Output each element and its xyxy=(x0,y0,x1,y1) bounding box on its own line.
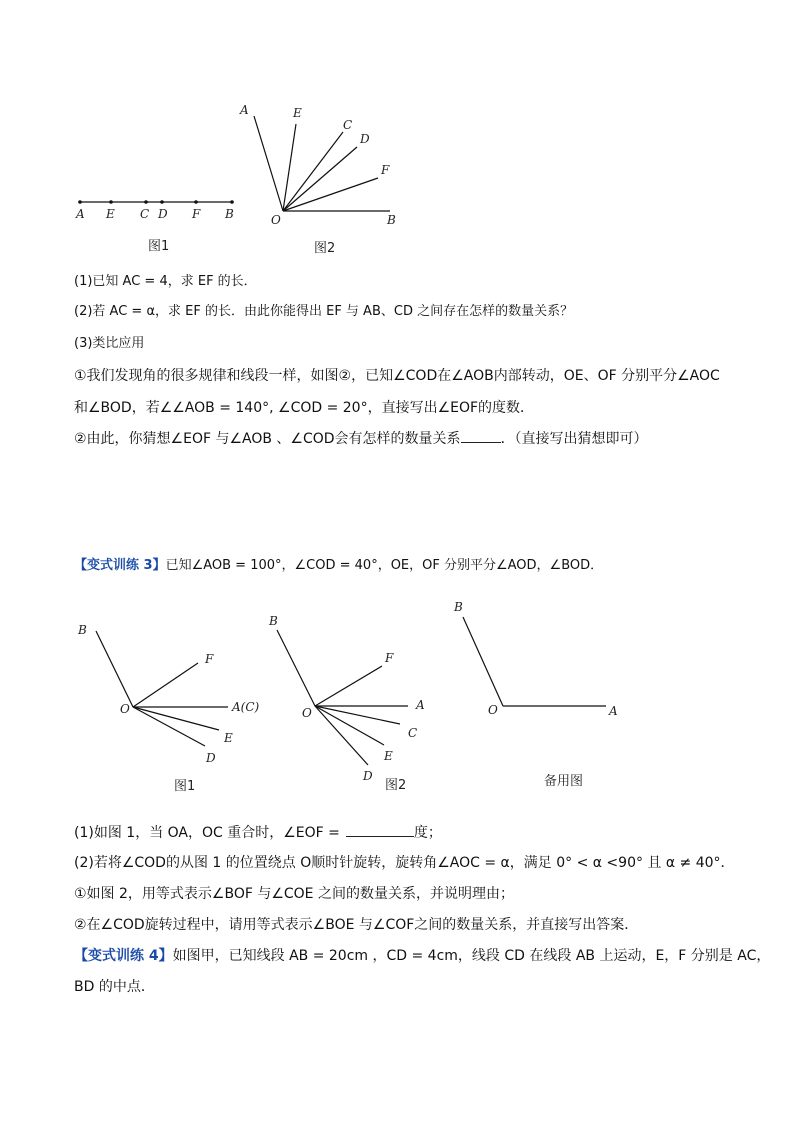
question-3-part-2-text: ②由此，你猜想∠EOF 与∠AOB 、∠COD会有怎样的数量关系 xyxy=(74,431,461,447)
vertex-label: O xyxy=(271,213,281,227)
point-label: D xyxy=(158,207,168,221)
point-label: C xyxy=(140,207,150,221)
figure-caption: 图1 xyxy=(174,779,196,794)
ray-label: B xyxy=(269,614,278,628)
ray-label: A xyxy=(240,103,249,117)
training-4-title: 【变式训练 4】 xyxy=(74,948,173,964)
vertex-label: O xyxy=(488,703,498,717)
mid-question-1 xyxy=(74,822,442,843)
middle-figures xyxy=(0,590,794,800)
top-figures xyxy=(0,0,794,270)
ray-label: D xyxy=(206,751,216,765)
figure-2-rays xyxy=(239,103,396,256)
training-4-statement xyxy=(74,946,770,966)
ray-label: A xyxy=(416,698,425,712)
training-3-statement xyxy=(74,556,603,576)
question-3-heading: (3)类比应用 xyxy=(74,336,145,351)
ray-label: B xyxy=(454,600,463,614)
answer-blank xyxy=(461,428,501,443)
mid-question-2-part-1: ①如图 2，用等式表示∠BOF 与∠COE 之间的数量关系，并说明理由； xyxy=(74,886,514,902)
figure-mid-1 xyxy=(77,623,260,794)
ray-label: E xyxy=(224,731,233,745)
figure-mid-2 xyxy=(268,614,425,793)
training-3-text: 已知∠AOB = 100°，∠COD = 40°，OE，OF 分别平分∠AOD，∠BOD． xyxy=(165,558,604,573)
training-3-title: 【变式训练 3】 xyxy=(74,558,166,573)
ray-label: D xyxy=(360,132,370,146)
training-4-statement-cont: BD 的中点． xyxy=(74,979,155,995)
mid-question-1-text: (1)如图 1，当 OA，OC 重合时，∠EOF = xyxy=(74,825,340,841)
ray-label: C xyxy=(343,118,353,132)
question-1: (1)已知 AC = 4，求 EF 的长． xyxy=(74,274,257,289)
point-label: E xyxy=(106,207,115,221)
figure-mid-spare xyxy=(453,600,618,789)
ray-label: F xyxy=(385,651,394,665)
point-label: B xyxy=(225,207,234,221)
question-3-part-1a: ①我们发现角的很多规律和线段一样，如图②，已知∠COD在∠AOB内部转动，OE、OF 分别平分∠AOC xyxy=(74,368,720,384)
ray-label: D xyxy=(363,769,373,783)
figure-caption: 图2 xyxy=(314,241,336,256)
question-3-part-2-tail: ．（直接写出猜想即可） xyxy=(500,431,648,447)
question-3-part-1b: 和∠BOD，若∠∠AOB = 140°, ∠COD = 20°，直接写出∠EOF的度数． xyxy=(74,400,535,416)
ray-label: E xyxy=(384,749,393,763)
ray-label: A xyxy=(609,704,618,718)
ray-label: B xyxy=(78,623,87,637)
figure-caption: 图1 xyxy=(148,239,170,254)
figure-caption: 备用图 xyxy=(544,774,584,789)
question-3-part-2 xyxy=(74,428,648,449)
mid-question-2-part-2: ②在∠COD旋转过程中，请用等式表示∠BOE 与∠COF之间的数量关系，并直接写出答案． xyxy=(74,917,639,933)
training-4-text: 如图甲，已知线段 AB = 20cm ，CD = 4cm，线段 CD 在线段 AB 上运动，E，F 分别是 AC， xyxy=(172,948,771,964)
ray-label: E xyxy=(293,106,302,120)
point-label: A xyxy=(76,207,85,221)
figure-1-segment xyxy=(75,200,234,254)
ray-label: F xyxy=(381,163,390,177)
mid-question-2: (2)若将∠COD的从图 1 的位置绕点 O顺时针旋转，旋转角∠AOC = α，满足 0° < α <90° 且 α ≠ 40°． xyxy=(74,855,735,871)
answer-blank xyxy=(346,822,414,837)
mid-question-1-unit: 度； xyxy=(413,825,442,841)
vertex-label: O xyxy=(120,702,130,716)
figure-caption: 图2 xyxy=(385,778,407,793)
question-2: (2)若 AC = α，求 EF 的长．由此你能得出 EF 与 AB、CD 之间存在怎样的数量关系？ xyxy=(74,304,574,319)
point-label: F xyxy=(192,207,201,221)
vertex-label: O xyxy=(302,706,312,720)
ray-label: F xyxy=(205,652,214,666)
ray-label: C xyxy=(408,726,418,740)
ray-label: A(C) xyxy=(232,700,260,714)
ray-label: B xyxy=(387,213,396,227)
